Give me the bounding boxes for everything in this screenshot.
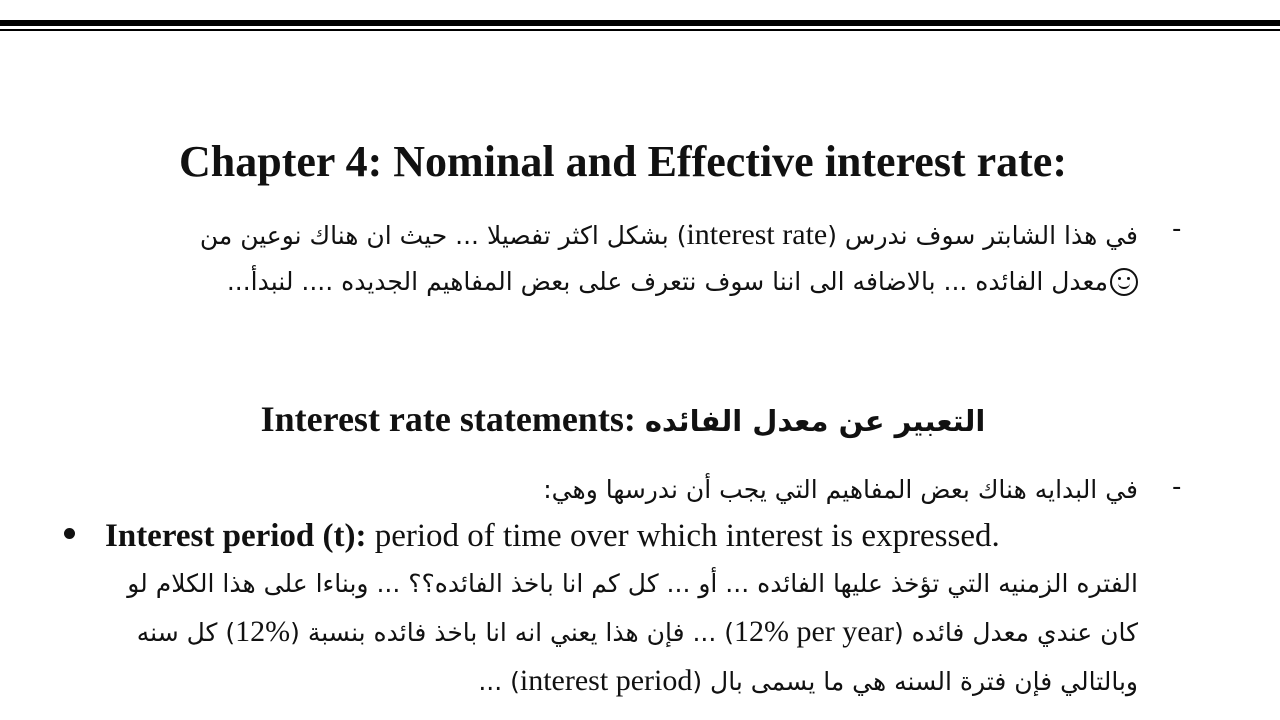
- concepts-intro: في البدايه هناك بعض المفاهيم التي يجب أن ندرسها وهي:: [543, 475, 1138, 504]
- definition-term: Interest period (t):: [105, 518, 367, 554]
- section-heading: Interest rate statements: التعبير عن معدل الفائده: [260, 399, 986, 439]
- header-rule-thin: [0, 29, 1280, 31]
- intro-line-2: معدل الفائده ... بالاضافه الى اننا سوف نتعرف على بعض المفاهيم الجديده .... لنبدأ...: [80, 259, 1138, 305]
- definition-bullet: [64, 514, 1000, 558]
- definition-text: period of time over which interest is expressed.: [374, 518, 1000, 554]
- intro-dash: -: [1172, 214, 1182, 244]
- explanation-line-3: وبالتالي فإن فترة السنه هي ما يسمى بال (interest period) ...: [478, 664, 1138, 697]
- chapter-title: Chapter 4: Nominal and Effective interest rate:: [179, 137, 1067, 186]
- explanation-line-2: كان عندي معدل فائده (12% per year) ... فإن هذا يعني انه انا باخذ فائده بنسبة (12%) كل سنه: [136, 615, 1138, 648]
- header-rule-thick: [0, 20, 1280, 26]
- section-heading-arabic: التعبير عن معدل الفائده: [644, 404, 986, 438]
- explanation-line-1: الفتره الزمنيه التي تؤخذ عليها الفائده ... أو ... كل كم انا باخذ الفائده؟؟ ... وبناءا على هذا الكلام لو: [127, 569, 1138, 598]
- concepts-dash: -: [1172, 472, 1182, 502]
- bullet-dot-icon: [64, 528, 75, 539]
- intro-line-1: في هذا الشابتر سوف ندرس (interest rate) بشكل اكثر تفصيلا ... حيث ان هناك نوعين من: [199, 218, 1138, 251]
- intro-paragraph: [80, 212, 1138, 305]
- explanation-paragraph: [26, 560, 1138, 706]
- smiley-face-icon: [1110, 268, 1138, 296]
